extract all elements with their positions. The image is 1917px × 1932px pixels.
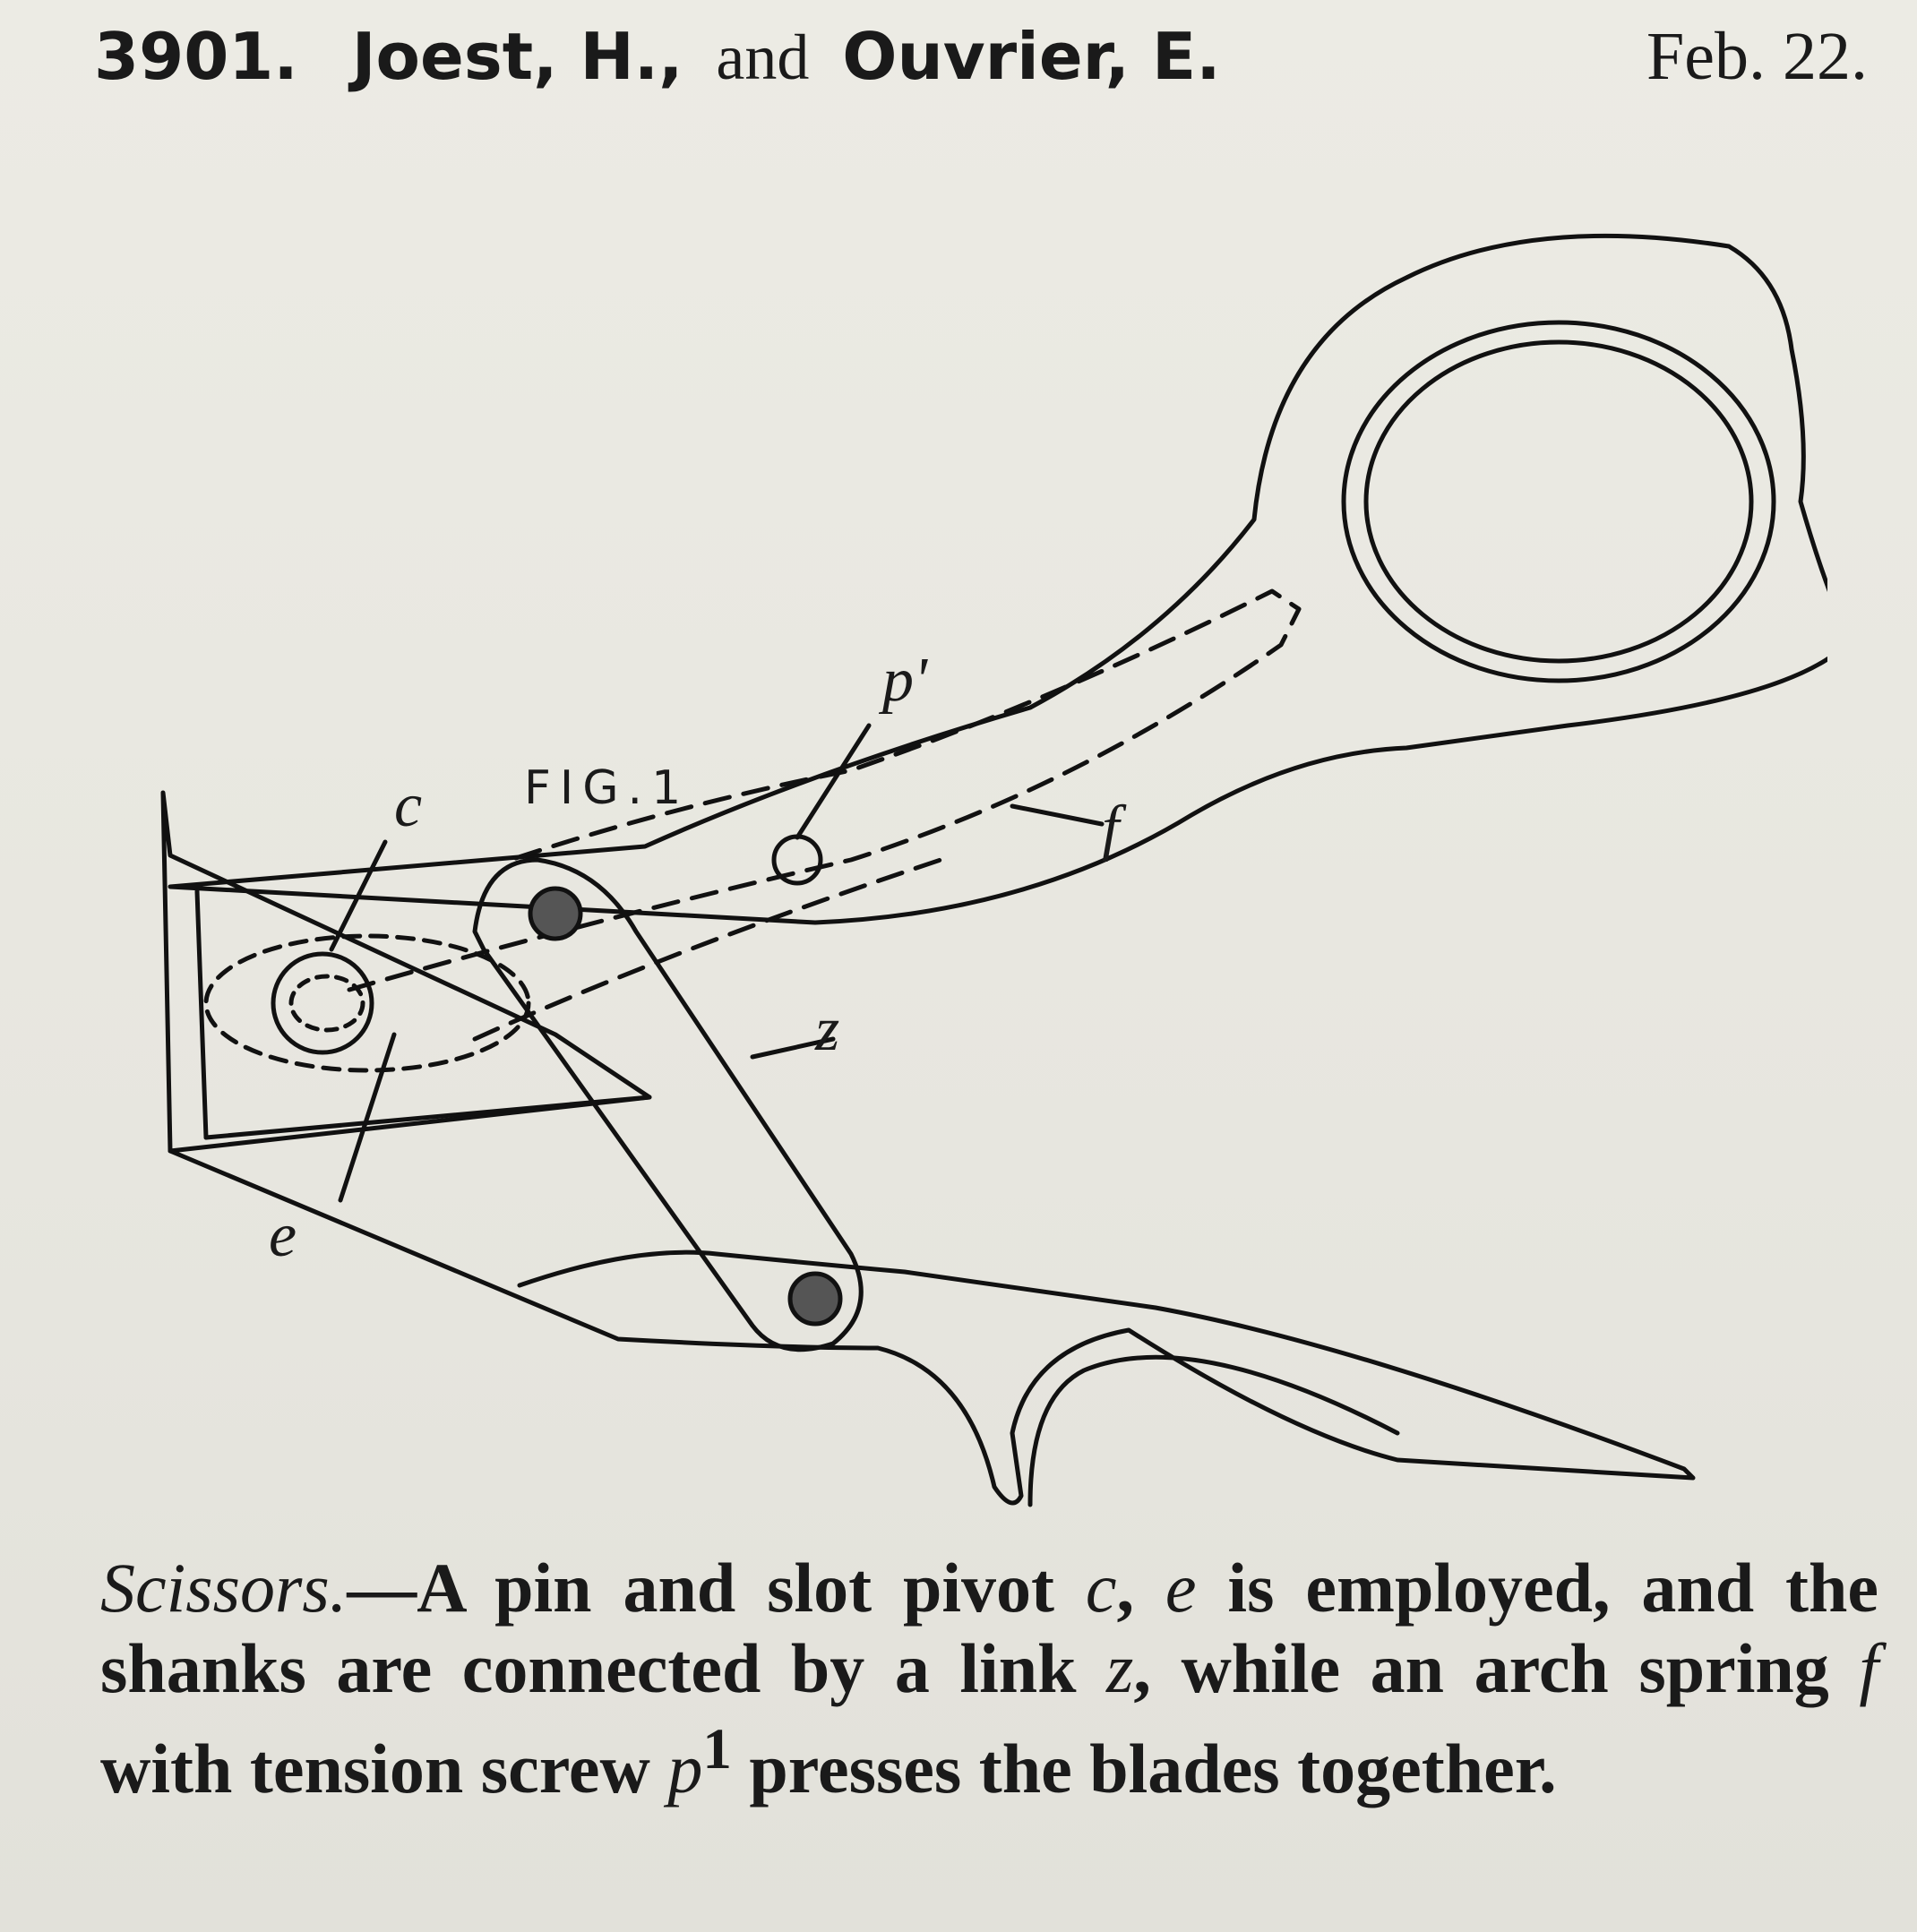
upper-blade-edge bbox=[197, 891, 206, 1138]
caption-title: Scissors. bbox=[100, 1549, 348, 1627]
scissors-drawing bbox=[134, 143, 1827, 1523]
author-1: Joest, H., bbox=[351, 19, 683, 94]
link-pin-top bbox=[530, 889, 580, 939]
label-f: f bbox=[1102, 794, 1120, 863]
label-p-prime: p' bbox=[882, 646, 927, 715]
caption-sup: 1 bbox=[702, 1717, 732, 1782]
lower-blade bbox=[170, 1151, 1693, 1503]
caption-text-6: presses the blades together. bbox=[731, 1730, 1557, 1807]
patent-number: 3901. bbox=[94, 19, 298, 94]
caption-text-4: , while an arch spring bbox=[1133, 1629, 1860, 1707]
patent-date: Feb. 22. bbox=[1646, 19, 1868, 94]
caption-p: p bbox=[667, 1730, 703, 1807]
authors bbox=[352, 16, 1221, 98]
and-text: and bbox=[716, 21, 810, 93]
pivot-inner bbox=[291, 976, 363, 1030]
link-pin-bottom bbox=[790, 1274, 840, 1324]
caption-z: z bbox=[1106, 1629, 1134, 1707]
author-2: Ouvrier, E. bbox=[842, 19, 1221, 94]
caption-text-2: , bbox=[1116, 1549, 1165, 1627]
caption-c: c bbox=[1085, 1549, 1117, 1627]
caption-text-1: —A pin and slot pivot bbox=[347, 1549, 1086, 1627]
caption bbox=[100, 1548, 1878, 1809]
spring-lower-line bbox=[475, 860, 941, 1039]
upper-ring-outer bbox=[1344, 322, 1774, 681]
label-c: c bbox=[394, 771, 423, 840]
figure-label: FIG.1 bbox=[524, 761, 691, 815]
caption-text-5: with tension screw bbox=[100, 1730, 668, 1807]
header bbox=[94, 16, 1868, 97]
caption-f: f bbox=[1859, 1629, 1878, 1707]
f-leader bbox=[1012, 806, 1102, 824]
pivot-slot bbox=[206, 936, 529, 1070]
label-e: e bbox=[269, 1201, 297, 1270]
e-leader bbox=[340, 1035, 394, 1200]
label-z: z bbox=[815, 995, 840, 1064]
upper-ring-inner bbox=[1366, 342, 1751, 661]
caption-text-3: is employed, and the shanks are connected by a link bbox=[100, 1549, 1879, 1707]
arch-spring bbox=[349, 591, 1299, 990]
pivot-pin bbox=[273, 954, 372, 1052]
caption-e: e bbox=[1165, 1549, 1197, 1627]
upper-blade-back bbox=[206, 1097, 649, 1138]
scissors-figure bbox=[134, 143, 1827, 1523]
tension-screw bbox=[774, 837, 821, 883]
